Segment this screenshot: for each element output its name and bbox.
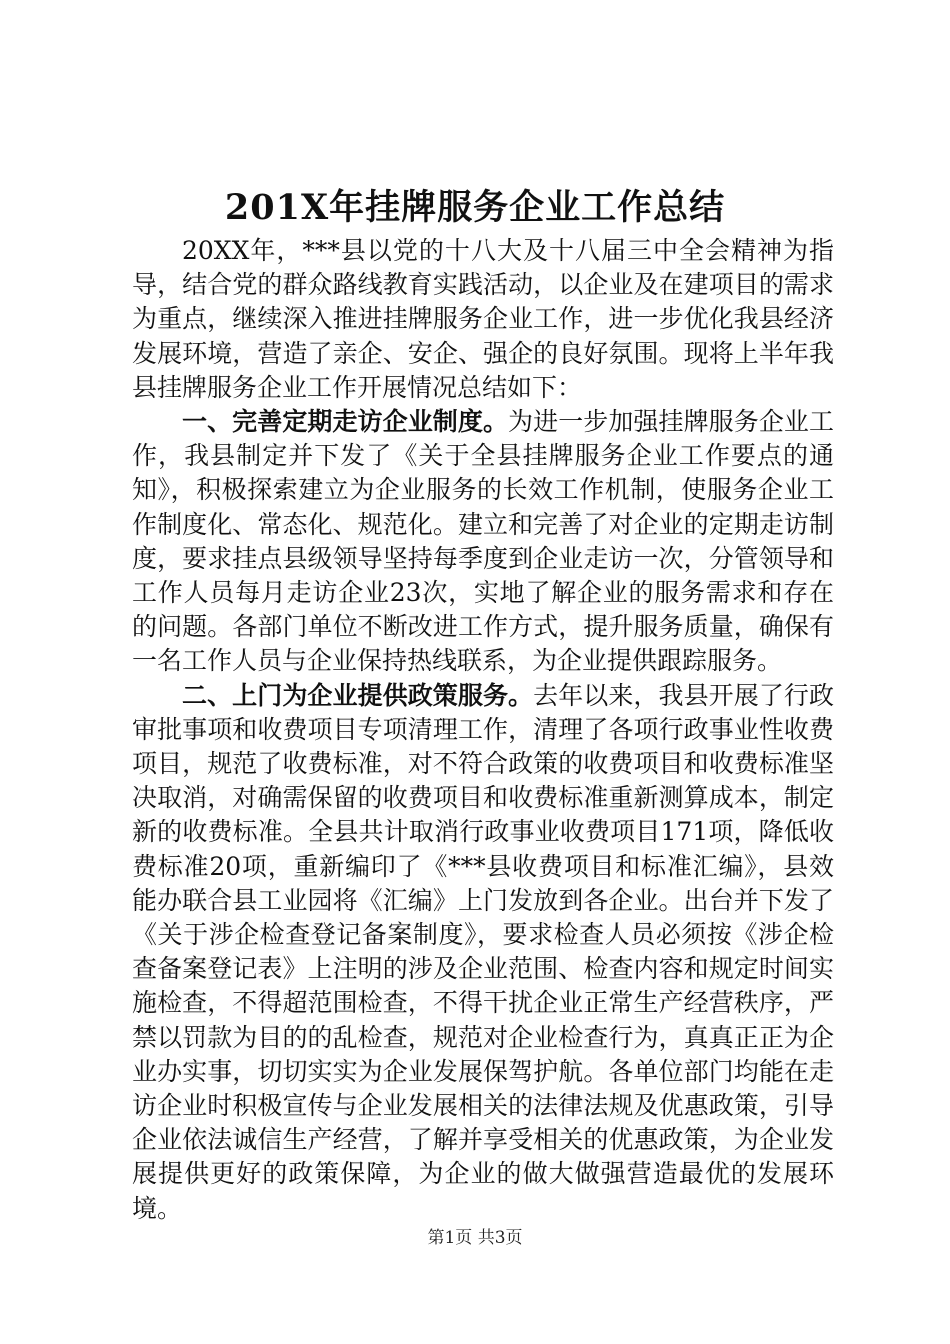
section-paragraph-2 bbox=[132, 679, 834, 1226]
section-heading-2: 二、上门为企业提供政策服务。 bbox=[182, 680, 534, 710]
intro-paragraph: 20XX年，***县以党的十八大及十八届三中全会精神为指导，结合党的群众路线教育实践活动，以企业及在建项目的需求为重点，继续深入推进挂牌服务企业工作，进一步优化我县经济发展环境，营造了亲企、安企、强企的良好氛围。现将上半年我县挂牌服务企业工作开展情况总结如下： bbox=[132, 236, 834, 402]
page-number-footer: 第1页 共3页 bbox=[427, 1228, 523, 1248]
section-text-1: 为进一步加强挂牌服务企业工作，我县制定并下发了《关于全县挂牌服务企业工作要点的通知》，积极探索建立为企业服务的长效工作机制，使服务企业工作制度化、常态化、规范化。建立和完善了对企业的定期走访制度，要求挂点县级领导坚持每季度到企业走访一次，分管领导和工作人员每月走访企业23次，实地了解企业的服务需求和存在的问题。各部门单位不断改进工作方式，提升服务质量，确保有一名工作人员与企业保持热线联系，为企业提供跟踪服务。 bbox=[132, 407, 834, 676]
section-paragraph-1 bbox=[132, 405, 834, 679]
document-body bbox=[132, 234, 834, 1226]
document-title: 201X年挂牌服务企业工作总结 bbox=[224, 187, 726, 228]
section-heading-1: 一、完善定期走访企业制度。 bbox=[182, 407, 509, 437]
section-text-2: 去年以来，我县开展了行政审批事项和收费项目专项清理工作，清理了各项行政事业性收费项目，规范了收费标准，对不符合政策的收费项目和收费标准坚决取消，对确需保留的收费项目和收费标准重新测算成本，制定新的收费标准。全县共计取消行政事业收费项目171项，降低收费标准20项，重新编印了《***县收费项目和标准汇编》，县效能办联合县工业园将《汇编》上门发放到各企业。出台并下发了《关于涉企检查登记备案制度》，要求检查人员必须按《涉企检查备案登记表》上注明的涉及企业范围、检查内容和规定时间实施检查，不得超范围检查，不得干扰企业正常生产经营秩序，严禁以罚款为目的的乱检查，规范对企业检查行为，真真正正为企业办实事，切切实实为企业发展保驾护航。各单位部门均能在走访企业时积极宣传与企业发展相关的法律法规及优惠政策，引导企业依法诚信生产经营，了解并享受相关的优惠政策，为企业发展提供更好的政策保障，为企业的做大做强营造最优的发展环境。 bbox=[132, 680, 834, 1223]
